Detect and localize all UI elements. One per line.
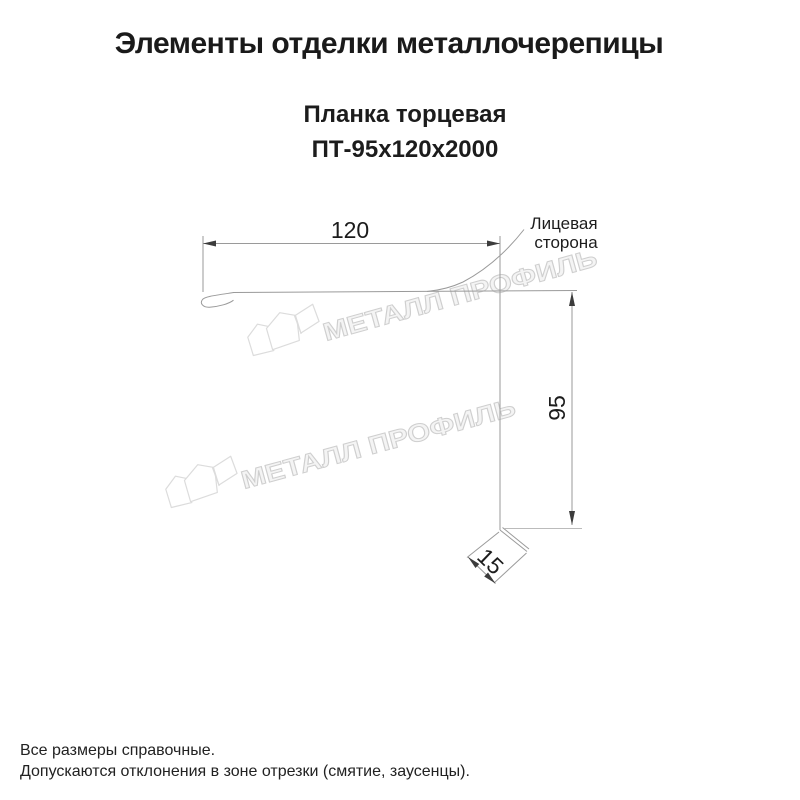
- brand-house-logo-icon: [244, 304, 323, 356]
- dimension-arrow-left: [203, 241, 216, 247]
- product-name: Планка торцевая: [303, 101, 507, 128]
- dimension-width-value: 120: [330, 217, 370, 243]
- page-title: Элементы отделки металлочерепицы: [114, 27, 664, 60]
- profile-bottom-fold-line-inner: [503, 528, 530, 550]
- product-code: ПТ-95х120х2000: [311, 136, 499, 163]
- footnote-line-1: Все размеры справочные.: [20, 742, 216, 759]
- dimension-arrow-down: [569, 511, 575, 525]
- profile-bottom-fold-line: [500, 530, 527, 552]
- footnotes: [20, 740, 470, 782]
- profile-left-hem-hook: [201, 293, 234, 308]
- watermark-brand-text: МЕТАЛЛ ПРОФИЛЬ: [238, 404, 478, 495]
- watermark-upper: [244, 244, 600, 356]
- dimension-arrow-up: [569, 292, 575, 306]
- footnote-line-2: Допускаются отклонения в зоне отрезки (смятие, заусенцы).: [20, 763, 470, 780]
- watermark-brand-text: МЕТАЛЛ ПРОФИЛЬ: [320, 255, 560, 347]
- dimension-height-value: 95: [544, 395, 570, 421]
- dimension-arrow-right: [487, 241, 500, 247]
- face-side-label-line1: Лицевая: [530, 214, 598, 233]
- brand-house-logo-icon: [162, 456, 241, 508]
- face-side-label-line2: сторона: [534, 233, 598, 252]
- dimension-hem-value: 15: [472, 543, 509, 580]
- watermark-lower: [162, 394, 519, 508]
- dimension-width-120: [203, 217, 500, 292]
